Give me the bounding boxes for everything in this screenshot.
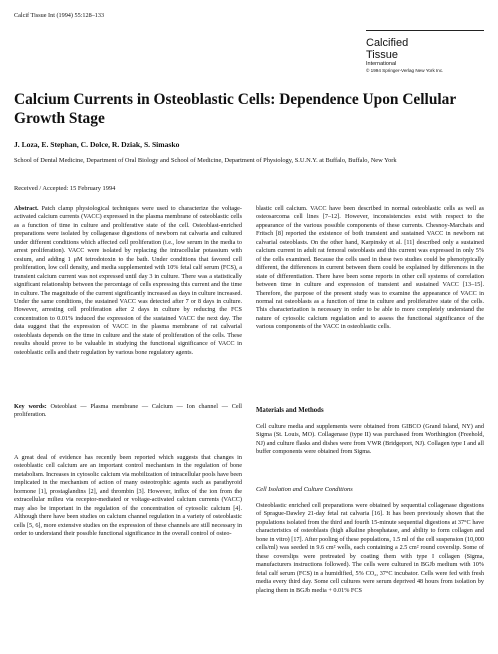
introduction-left <box>14 454 242 539</box>
logo-copyright: © 1994 Springer-Verlag New York Inc. <box>366 68 444 73</box>
received-date: Received / Accepted: 15 February 1994 <box>14 185 116 192</box>
journal-citation: Calcif Tissue Int (1994) 55:128–133 <box>14 12 105 19</box>
abstract-text: Patch clamp physiological techniques were used to characterize the voltage-activated calcium currents (VACC) expressed in the plasma membrane of osteoblastic cells as a function of time in culture and proliferative state of the cell. Osteoblast-enriched preparations were isolated by collagenase digestions of newborn rat calvaria and cultured under different conditions which affected cell proliferation (i.e., low serum in the media to arrest proliferation). VACC were isolated by replacing the intracellular potassium with cesium, and adding 1 μM tetrodotoxin to the bath. Under conditions that favored cell proliferation, low cell density, and media supplemented with 10% fetal calf serum (FCS), a transient calcium current was not expressed until day 3 in culture. There was a statistically significant relationship between the percentage of cells expressing this current and the time in culture. The magnitude of the current significantly increased as days in culture increased. Under the same conditions, the sustained VACC was detected after 7 or 8 days in culture. However, arresting cell proliferation after 2 days in culture by reducing the FCS concentration to 0.01% induced the expression of the sustained VACC the next day. The data suggest that the expression of VACC in the plasma membrane of rat calvarial osteoblasts depends on the time in culture and the state of proliferation of the cells. These results should prove to be valuable in studying the functional significance of VACC in osteoblastic cells and their regulation by various bone regulatory agents. <box>14 205 242 356</box>
article-title: Calcium Currents in Osteoblastic Cells: Dependence Upon Cellular Growth Stage <box>14 91 456 127</box>
logo-line-1: Calcified <box>366 37 409 49</box>
cell-isolation-body <box>256 502 484 595</box>
abstract <box>14 205 242 357</box>
logo-rule <box>366 30 484 31</box>
journal-logo <box>366 30 486 74</box>
introduction-paragraph: A great deal of evidence has recently been reported which suggests that changes in osteoblastic cell calcium are an important control mechanism in the regulation of bone metabolism. Increases in cytosolic calcium via mobilization of intracellular pools have been implicated in the mechanism of action of many osteotrophic agents such as parathyroid hormone [1], prostaglandins [2], and thrombin [3]. However, influx of the ion from the extracellular milieu via receptor-mediated or voltage-activated calcium currents (VACC) may also be important in the regulation of the concentration of cytosolic calcium [4]. Although there have been studies on calcium channel regulation in a variety of osteoblastic cells [5, 6], more extensive studies on the expression of these channels are still necessary in order to understand their possible functional significance in the overall control of osteo- <box>14 454 242 538</box>
keywords <box>14 403 242 420</box>
methods-paragraph: Cell culture media and supplements were obtained from GIBCO (Grand Island, NY) and Sigma (St. Louis, MO). Collagenase (type II) was purchased from Worthington (Freehold, NJ) and culture flasks and dishes were from VWR (Bridgeport, NJ). Collagen type I and all buffer components were obtained from Sigma. <box>256 423 484 456</box>
introduction-right <box>256 205 484 332</box>
introduction-paragraph-continued: blastic cell calcium. VACC have been described in normal osteoblastic cells as well as osteosarcoma cell lines [7–12]. However, inconsistencies exist with respect to the appearance of the various possible components of these currents. Chesnoy-Marchais and Fritsch [8] reported the existence of both transient and sustained VACC in newborn rat calvarial osteoblasts. On the other hand, Karpinsky et al. [11] described only a sustained calcium current in adult rat femoral osteoblasts and this current was expressed in only 5% of the cells examined. Because the cells used in these two studies could be phenotypically different, the differences in current between them could be explained by differences in the state of differentiation. There have been some reports in other cell systems of correlation between time in culture and expression of transient and sustained VACC [13–15]. Therefore, the purpose of the present study was to examine the appearance of VACC in normal rat osteoblasts as a function of time in culture and proliferative state of the cells. This characterization is necessary in order to be able to more completely understand the nature of cytosolic calcium regulation and to assess the functional significance of the various components of the VACC in osteoblastic cells. <box>256 205 484 331</box>
abstract-label: Abstract. <box>14 205 39 212</box>
keywords-label: Key words: <box>14 403 47 410</box>
cell-isolation-paragraph: Osteoblastic enriched cell preparations were obtained by sequential collagenase digestions of Sprague-Dawley 21-day fetal rat calvaria [16]. It has been previously shown that the populations isolated from the third and fourth 15-minute sequential digestions at 37°C have characteristics of osteoblasts (high alkaline phosphatase, and ability to form collagen and bone in vitro) [17]. After pooling of these populations, 1.5 ml of the cell suspension (10,000 cells/ml) was seeded in 9.6 cm² wells, each containing a 2.5 cm² round coverslip. Some of these coverslips were pretreated by coating them with type I collagen (Sigma, manufacturers instructions followed). The cells were cultured in BGJb medium with 10% fetal calf serum (FCS) in a humidified, 5% CO₂, 37°C incubator. Cells were fed with fresh media every third day. Some cell cultures were serum deprived 48 hours from isolation by placing them in BGJb media + 0.01% FCS <box>256 502 484 594</box>
article-authors: J. Loza, E. Stephan, C. Dolce, R. Dziak, S. Simasko <box>14 140 180 149</box>
methods-body <box>256 423 484 457</box>
logo-line-3: International <box>366 61 397 67</box>
author-affiliation: School of Dental Medicine, Department of Oral Biology and School of Medicine, Department of Physiology, S.U.N.Y. at Buffalo, Buffalo, New York <box>14 157 397 164</box>
keywords-text: Osteoblast — Plasma membrane — Calcium — Ion channel — Cell proliferation. <box>14 403 243 419</box>
subsection-heading-cell-isolation: Cell Isolation and Culture Conditions <box>256 486 353 493</box>
section-heading-methods: Materials and Methods <box>256 407 324 414</box>
logo-line-2: Tissue <box>366 49 398 61</box>
